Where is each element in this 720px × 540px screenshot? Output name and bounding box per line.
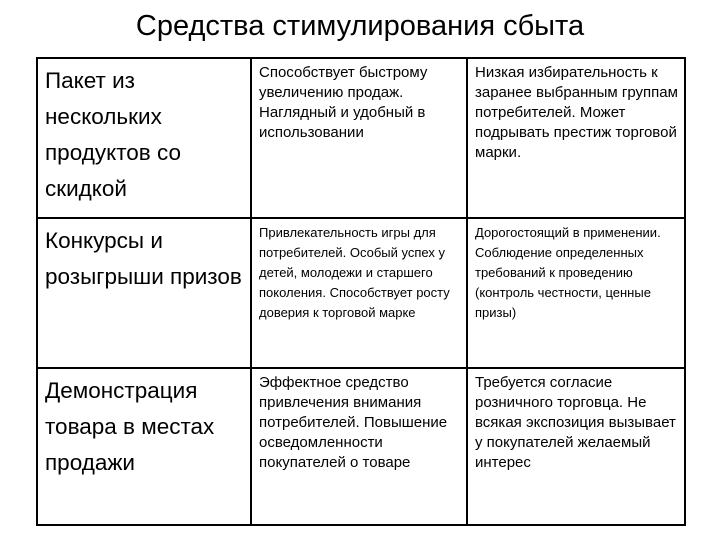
page-title: Средства стимулирования сбыта [135,10,585,42]
table-row [37,218,685,368]
disadvantages-text: Требуется согласие розничного торговца. Не всякая экспозиция вызывает у покупателей желаемый интерес [475,374,676,471]
disadvantages-cell [467,368,685,525]
promo-name: Демонстрация товара в местах продажи [45,378,215,475]
advantages-cell [251,218,467,368]
advantages-text: Привлекательность игры для потребителей. Особый успех у детей, молодежи и старшего поколения. Способствует росту доверия к торговой марке [259,225,450,320]
disadvantages-cell [467,218,685,368]
promo-name-cell [37,218,251,368]
disadvantages-text: Дорогостоящий в применении. Соблюдение определенных требований к проведению (контроль честности, ценные призы) [475,225,661,320]
table-row [37,58,685,218]
comparison-table [36,57,686,526]
promo-name-cell [37,58,251,218]
table-row [37,368,685,525]
disadvantages-text: Низкая избирательность к заранее выбранным группам потребителей. Может подрывать престиж торговой марки. [475,64,678,161]
advantages-text: Эффектное средство привлечения внимания потребителей. Повышение осведомленности покупателей о товаре [259,374,448,471]
promo-name-cell [37,368,251,525]
disadvantages-cell [467,58,685,218]
advantages-cell [251,368,467,525]
promo-name: Конкурсы и розыгрыши призов [45,228,242,289]
advantages-cell [251,58,467,218]
promo-name: Пакет из нескольких продуктов со скидкой [45,68,181,201]
advantages-text: Способствует быстрому увеличению продаж. Наглядный и удобный в использовании [259,64,428,141]
